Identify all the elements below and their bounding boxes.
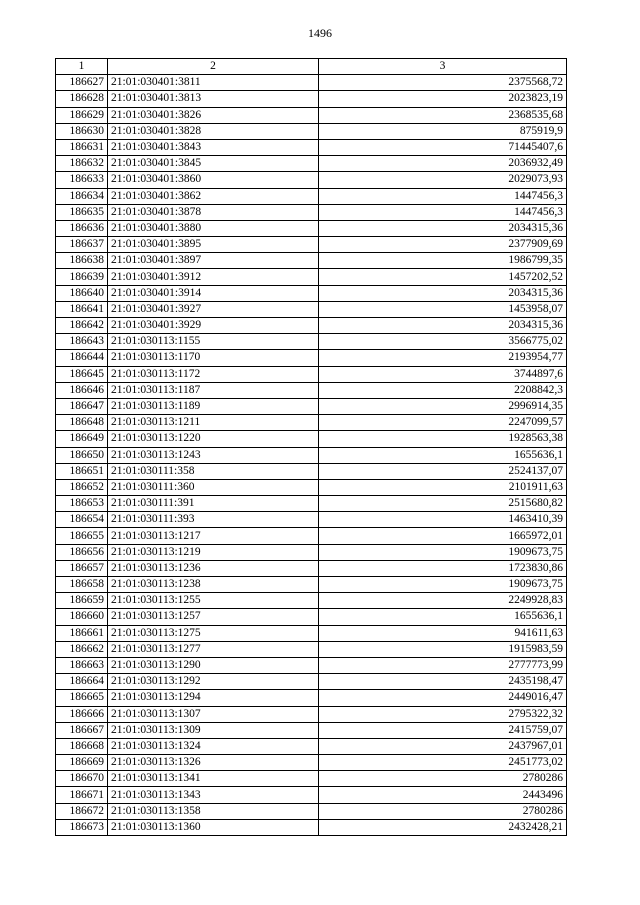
table-row xyxy=(56,771,567,787)
row-number: 186632 xyxy=(56,156,108,172)
cadastral-number: 21:01:030113:1360 xyxy=(108,819,319,835)
cadastral-value: 71445407,6 xyxy=(319,139,567,155)
table-row xyxy=(56,544,567,560)
table-row xyxy=(56,512,567,528)
column-header-2: 2 xyxy=(108,59,319,75)
cadastral-number: 21:01:030401:3897 xyxy=(108,253,319,269)
cadastral-value: 875919,9 xyxy=(319,123,567,139)
cadastral-value: 2193954,77 xyxy=(319,350,567,366)
row-number: 186665 xyxy=(56,690,108,706)
table-row xyxy=(56,577,567,593)
cadastral-number: 21:01:030113:1275 xyxy=(108,625,319,641)
row-number: 186663 xyxy=(56,657,108,673)
row-number: 186667 xyxy=(56,722,108,738)
table-row xyxy=(56,479,567,495)
cadastral-number: 21:01:030401:3927 xyxy=(108,301,319,317)
cadastral-value: 1453958,07 xyxy=(319,301,567,317)
cadastral-value: 2034315,36 xyxy=(319,285,567,301)
row-number: 186652 xyxy=(56,479,108,495)
cadastral-number: 21:01:030113:1309 xyxy=(108,722,319,738)
cadastral-number: 21:01:030111:391 xyxy=(108,496,319,512)
cadastral-number: 21:01:030401:3845 xyxy=(108,156,319,172)
table-row xyxy=(56,253,567,269)
row-number: 186628 xyxy=(56,91,108,107)
table-header-row xyxy=(56,59,567,75)
page-number: 1496 xyxy=(308,26,332,40)
cadastral-value: 2524137,07 xyxy=(319,463,567,479)
cadastral-value: 2777773,99 xyxy=(319,657,567,673)
table-row xyxy=(56,398,567,414)
row-number: 186643 xyxy=(56,334,108,350)
cadastral-number: 21:01:030113:1236 xyxy=(108,560,319,576)
cadastral-number: 21:01:030113:1326 xyxy=(108,755,319,771)
cadastral-value: 2437967,01 xyxy=(319,738,567,754)
cadastral-value: 1909673,75 xyxy=(319,577,567,593)
table-row xyxy=(56,463,567,479)
row-number: 186666 xyxy=(56,706,108,722)
cadastral-value: 2247099,57 xyxy=(319,415,567,431)
table-row xyxy=(56,220,567,236)
column-header-3: 3 xyxy=(319,59,567,75)
table-row xyxy=(56,755,567,771)
cadastral-value: 2443496 xyxy=(319,787,567,803)
table-row xyxy=(56,318,567,334)
cadastral-number: 21:01:030113:1217 xyxy=(108,528,319,544)
cadastral-number: 21:01:030113:1211 xyxy=(108,415,319,431)
row-number: 186639 xyxy=(56,269,108,285)
cadastral-value: 2515680,82 xyxy=(319,496,567,512)
cadastral-number: 21:01:030113:1220 xyxy=(108,431,319,447)
cadastral-number: 21:01:030401:3895 xyxy=(108,237,319,253)
cadastral-value: 2029073,93 xyxy=(319,172,567,188)
row-number: 186654 xyxy=(56,512,108,528)
row-number: 186648 xyxy=(56,415,108,431)
row-number: 186662 xyxy=(56,641,108,657)
row-number: 186637 xyxy=(56,237,108,253)
table-row xyxy=(56,204,567,220)
table-row xyxy=(56,641,567,657)
table-row xyxy=(56,431,567,447)
row-number: 186633 xyxy=(56,172,108,188)
cadastral-number: 21:01:030401:3862 xyxy=(108,188,319,204)
table-row xyxy=(56,156,567,172)
row-number: 186642 xyxy=(56,318,108,334)
table-row xyxy=(56,657,567,673)
cadastral-number: 21:01:030113:1292 xyxy=(108,674,319,690)
cadastral-number: 21:01:030113:1219 xyxy=(108,544,319,560)
table-row xyxy=(56,334,567,350)
cadastral-number: 21:01:030113:1341 xyxy=(108,771,319,787)
cadastral-number: 21:01:030401:3843 xyxy=(108,139,319,155)
table-row xyxy=(56,285,567,301)
cadastral-number: 21:01:030113:1294 xyxy=(108,690,319,706)
cadastral-value: 2034315,36 xyxy=(319,318,567,334)
row-number: 186640 xyxy=(56,285,108,301)
cadastral-value: 2036932,49 xyxy=(319,156,567,172)
cadastral-value: 1928563,38 xyxy=(319,431,567,447)
cadastral-value: 2368535,68 xyxy=(319,107,567,123)
cadastral-value: 1723830,86 xyxy=(319,560,567,576)
table-row xyxy=(56,738,567,754)
row-number: 186638 xyxy=(56,253,108,269)
row-number: 186668 xyxy=(56,738,108,754)
row-number: 186656 xyxy=(56,544,108,560)
table-row xyxy=(56,188,567,204)
cadastral-number: 21:01:030401:3828 xyxy=(108,123,319,139)
cadastral-value: 1655636,1 xyxy=(319,609,567,625)
column-header-1: 1 xyxy=(56,59,108,75)
row-number: 186655 xyxy=(56,528,108,544)
table-row xyxy=(56,819,567,835)
cadastral-number: 21:01:030111:358 xyxy=(108,463,319,479)
row-number: 186646 xyxy=(56,382,108,398)
cadastral-value: 2435198,47 xyxy=(319,674,567,690)
cadastral-value: 2449016,47 xyxy=(319,690,567,706)
cadastral-number: 21:01:030113:1238 xyxy=(108,577,319,593)
row-number: 186670 xyxy=(56,771,108,787)
cadastral-number: 21:01:030113:1343 xyxy=(108,787,319,803)
table-row xyxy=(56,722,567,738)
row-number: 186636 xyxy=(56,220,108,236)
row-number: 186659 xyxy=(56,593,108,609)
cadastral-value: 2996914,35 xyxy=(319,398,567,414)
row-number: 186653 xyxy=(56,496,108,512)
cadastral-value: 3744897,6 xyxy=(319,366,567,382)
cadastral-value: 1915983,59 xyxy=(319,641,567,657)
cadastral-value: 2432428,21 xyxy=(319,819,567,835)
cadastral-number: 21:01:030111:393 xyxy=(108,512,319,528)
table-row xyxy=(56,528,567,544)
cadastral-number: 21:01:030401:3826 xyxy=(108,107,319,123)
row-number: 186657 xyxy=(56,560,108,576)
cadastral-number: 21:01:030401:3912 xyxy=(108,269,319,285)
row-number: 186627 xyxy=(56,75,108,91)
table-row xyxy=(56,382,567,398)
table-row xyxy=(56,787,567,803)
cadastral-number: 21:01:030113:1290 xyxy=(108,657,319,673)
cadastral-value: 2023823,19 xyxy=(319,91,567,107)
cadastral-value-table xyxy=(55,58,567,836)
cadastral-number: 21:01:030401:3880 xyxy=(108,220,319,236)
cadastral-number: 21:01:030113:1187 xyxy=(108,382,319,398)
cadastral-value: 1655636,1 xyxy=(319,447,567,463)
cadastral-value: 2377909,69 xyxy=(319,237,567,253)
row-number: 186673 xyxy=(56,819,108,835)
cadastral-number: 21:01:030401:3914 xyxy=(108,285,319,301)
table-row xyxy=(56,350,567,366)
row-number: 186650 xyxy=(56,447,108,463)
table-row xyxy=(56,123,567,139)
table-row xyxy=(56,593,567,609)
cadastral-value: 1665972,01 xyxy=(319,528,567,544)
cadastral-value: 1463410,39 xyxy=(319,512,567,528)
row-number: 186647 xyxy=(56,398,108,414)
table-row xyxy=(56,172,567,188)
cadastral-number: 21:01:030401:3878 xyxy=(108,204,319,220)
cadastral-value: 2780286 xyxy=(319,771,567,787)
table-body xyxy=(56,75,567,836)
row-number: 186651 xyxy=(56,463,108,479)
cadastral-value: 2101911,63 xyxy=(319,479,567,495)
cadastral-number: 21:01:030113:1307 xyxy=(108,706,319,722)
row-number: 186634 xyxy=(56,188,108,204)
cadastral-number: 21:01:030113:1277 xyxy=(108,641,319,657)
cadastral-number: 21:01:030401:3813 xyxy=(108,91,319,107)
cadastral-value: 2451773,02 xyxy=(319,755,567,771)
table-row xyxy=(56,415,567,431)
cadastral-value: 2780286 xyxy=(319,803,567,819)
row-number: 186630 xyxy=(56,123,108,139)
cadastral-number: 21:01:030113:1172 xyxy=(108,366,319,382)
table-row xyxy=(56,301,567,317)
table-row xyxy=(56,609,567,625)
table-row xyxy=(56,560,567,576)
table-row xyxy=(56,366,567,382)
row-number: 186645 xyxy=(56,366,108,382)
cadastral-value: 1447456,3 xyxy=(319,204,567,220)
row-number: 186644 xyxy=(56,350,108,366)
table-row xyxy=(56,91,567,107)
cadastral-number: 21:01:030401:3929 xyxy=(108,318,319,334)
cadastral-value: 1447456,3 xyxy=(319,188,567,204)
table-row xyxy=(56,803,567,819)
table-row xyxy=(56,690,567,706)
table-row xyxy=(56,447,567,463)
cadastral-value: 3566775,02 xyxy=(319,334,567,350)
row-number: 186635 xyxy=(56,204,108,220)
cadastral-number: 21:01:030113:1189 xyxy=(108,398,319,414)
table-row xyxy=(56,107,567,123)
row-number: 186658 xyxy=(56,577,108,593)
row-number: 186649 xyxy=(56,431,108,447)
row-number: 186671 xyxy=(56,787,108,803)
cadastral-value: 941611,63 xyxy=(319,625,567,641)
cadastral-value: 2034315,36 xyxy=(319,220,567,236)
cadastral-value: 2208842,3 xyxy=(319,382,567,398)
cadastral-value: 2795322,32 xyxy=(319,706,567,722)
table-row xyxy=(56,496,567,512)
cadastral-value: 1909673,75 xyxy=(319,544,567,560)
table-row xyxy=(56,237,567,253)
row-number: 186661 xyxy=(56,625,108,641)
cadastral-number: 21:01:030113:1170 xyxy=(108,350,319,366)
row-number: 186631 xyxy=(56,139,108,155)
table-row xyxy=(56,75,567,91)
table-row xyxy=(56,139,567,155)
row-number: 186664 xyxy=(56,674,108,690)
row-number: 186641 xyxy=(56,301,108,317)
cadastral-value: 2415759,07 xyxy=(319,722,567,738)
cadastral-value: 2375568,72 xyxy=(319,75,567,91)
cadastral-number: 21:01:030113:1324 xyxy=(108,738,319,754)
table-row xyxy=(56,674,567,690)
cadastral-number: 21:01:030113:1257 xyxy=(108,609,319,625)
cadastral-number: 21:01:030111:360 xyxy=(108,479,319,495)
cadastral-value: 1986799,35 xyxy=(319,253,567,269)
cadastral-number: 21:01:030113:1155 xyxy=(108,334,319,350)
row-number: 186629 xyxy=(56,107,108,123)
table-row xyxy=(56,625,567,641)
cadastral-value: 1457202,52 xyxy=(319,269,567,285)
table-row xyxy=(56,706,567,722)
row-number: 186660 xyxy=(56,609,108,625)
table-row xyxy=(56,269,567,285)
cadastral-number: 21:01:030113:1358 xyxy=(108,803,319,819)
cadastral-number: 21:01:030401:3811 xyxy=(108,75,319,91)
cadastral-value: 2249928,83 xyxy=(319,593,567,609)
cadastral-number: 21:01:030401:3860 xyxy=(108,172,319,188)
row-number: 186669 xyxy=(56,755,108,771)
row-number: 186672 xyxy=(56,803,108,819)
cadastral-number: 21:01:030113:1243 xyxy=(108,447,319,463)
cadastral-number: 21:01:030113:1255 xyxy=(108,593,319,609)
